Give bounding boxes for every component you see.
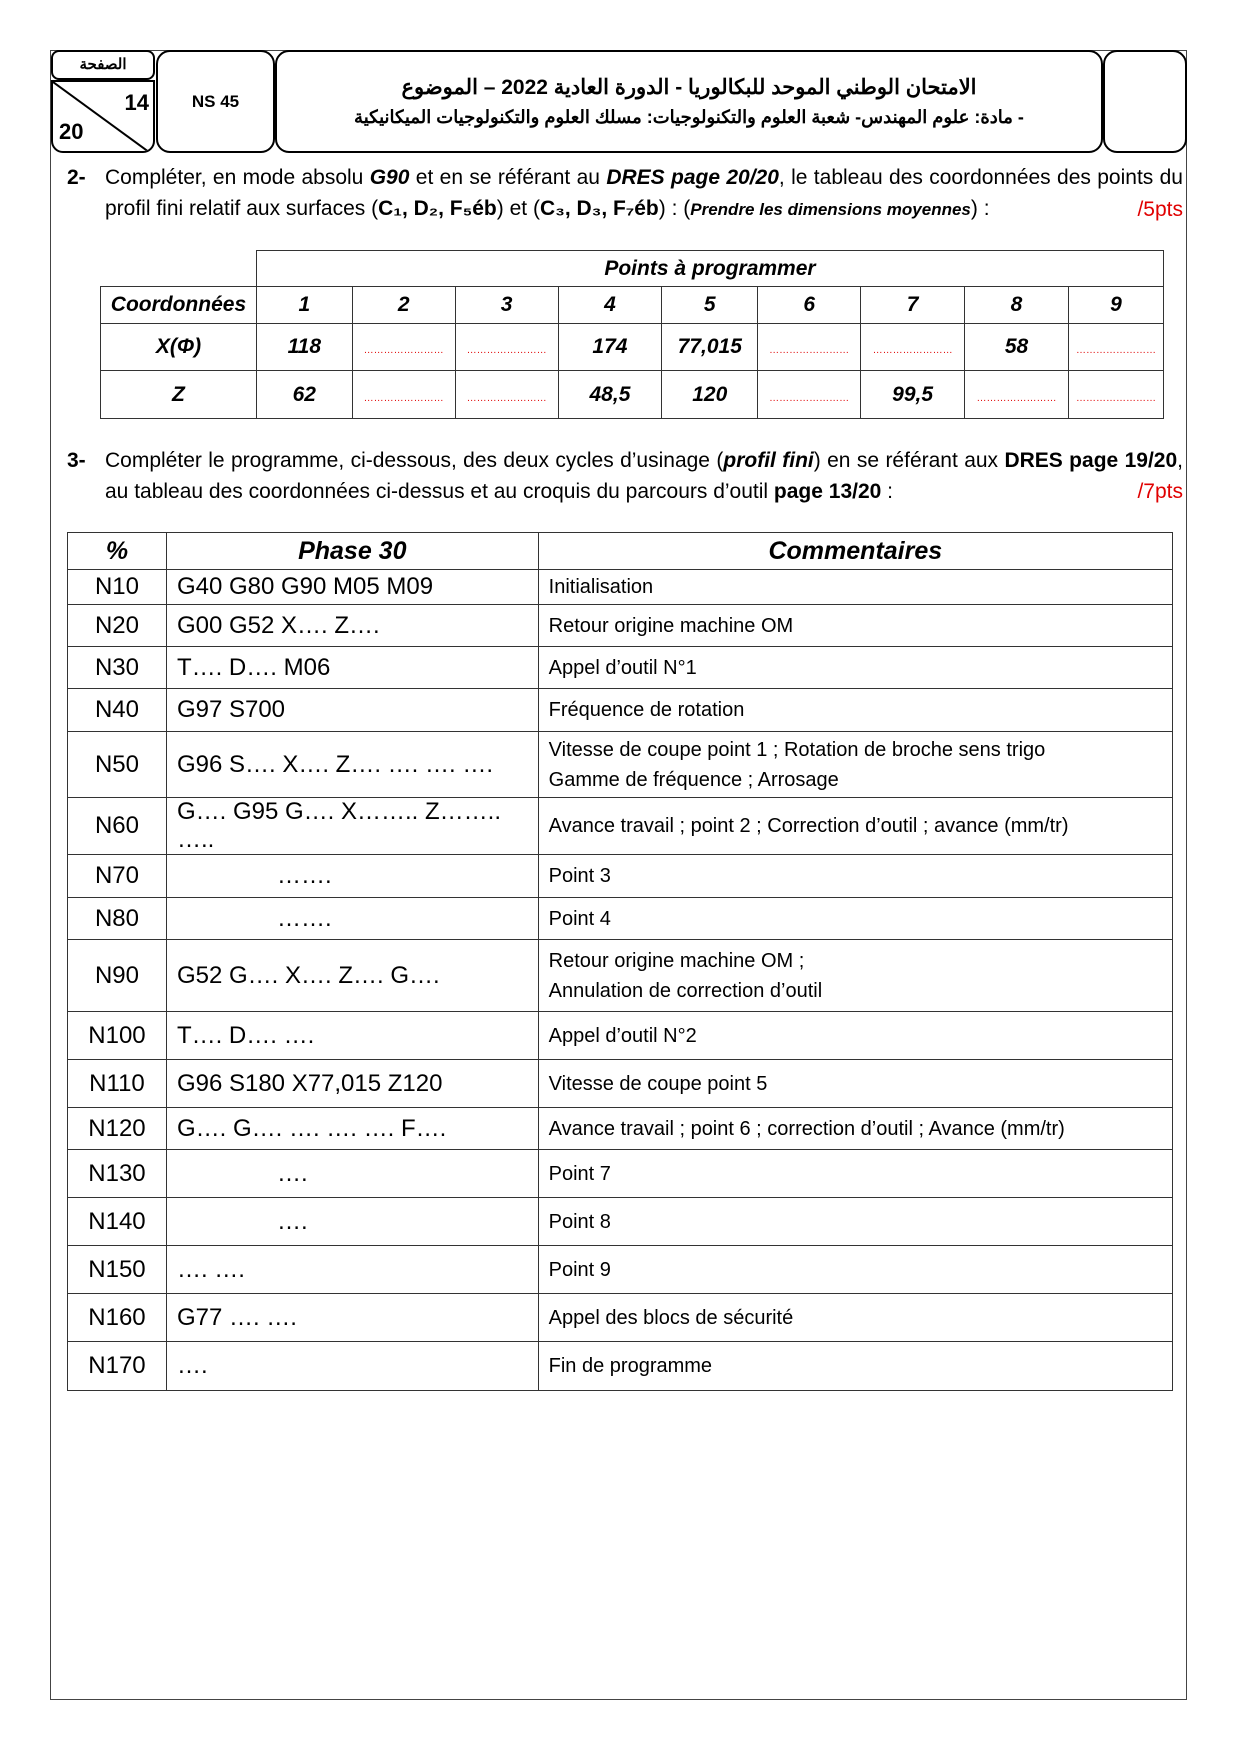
blank-dots: …………………… (363, 345, 444, 356)
q3-text: ) en se référant aux (813, 449, 1005, 472)
block-comment: Fréquence de rotation (538, 689, 1172, 732)
coord-blank-field[interactable] (758, 324, 861, 371)
block-comment: Appel d’outil N°1 (538, 647, 1172, 689)
program-row (68, 1342, 1173, 1391)
block-code[interactable]: …. (166, 1342, 538, 1391)
coordinates-table (100, 250, 1164, 419)
q2-text: ) : (970, 197, 990, 220)
program-row (68, 732, 1173, 798)
coord-label: Z (101, 371, 257, 419)
block-comment: Point 7 (538, 1150, 1172, 1198)
block-number: N120 (68, 1108, 167, 1150)
block-number: N90 (68, 940, 167, 1012)
program-row (68, 1198, 1173, 1246)
program-row (68, 605, 1173, 647)
blank-dots: …………………… (769, 392, 850, 404)
q3-text: , au tableau des coordonnées ci-dessus et au croquis du parcours d’outil (105, 449, 1183, 503)
block-comment: Point 8 (538, 1198, 1172, 1246)
coord-blank-field[interactable] (1068, 371, 1163, 419)
coord-label: X(Φ) (101, 324, 257, 371)
block-code[interactable]: G96 S180 X77,015 Z120 (166, 1060, 538, 1108)
q2-note: Prendre les dimensions moyennes (690, 200, 971, 219)
block-number: N160 (68, 1294, 167, 1342)
block-number: N10 (68, 570, 167, 605)
header-comments: Commentaires (538, 533, 1172, 570)
exam-code-box (156, 50, 275, 153)
program-row (68, 1108, 1173, 1150)
block-number: N60 (68, 798, 167, 855)
coord-blank-field[interactable] (861, 324, 965, 371)
block-code[interactable]: G00 G52 X…. Z…. (166, 605, 538, 647)
program-row (68, 570, 1173, 605)
block-comment: Point 4 (538, 898, 1172, 940)
block-code[interactable]: G77 …. …. (166, 1294, 538, 1342)
block-comment: Initialisation (538, 570, 1172, 605)
program-row (68, 1060, 1173, 1108)
q2-text: , le tableau des coordonnées des points du profil fini relatif aux surfaces ( (105, 166, 1183, 220)
q2-surfaces: C₁, D₂, F₅éb (378, 197, 497, 220)
block-number: N100 (68, 1012, 167, 1060)
coord-value: 118 (256, 324, 352, 371)
point-header: 8 (965, 287, 1069, 324)
program-row (68, 855, 1173, 898)
program-row (68, 1012, 1173, 1060)
block-number: N40 (68, 689, 167, 732)
program-table (67, 532, 1173, 1391)
coord-blank-field[interactable] (352, 371, 455, 419)
program-row (68, 647, 1173, 689)
exam-code: NS 45 (191, 91, 240, 111)
blank-dots: …………………… (1075, 345, 1156, 356)
page-total: 20 (59, 119, 84, 144)
coord-blank-field[interactable] (455, 371, 558, 419)
block-code[interactable]: G40 G80 G90 M05 M09 (166, 570, 538, 605)
coord-value: 99,5 (861, 371, 965, 419)
q2-surfaces: C₃, D₃, F₇éb (539, 197, 659, 220)
block-comment: Avance travail ; point 6 ; correction d’outil ; Avance (mm/tr) (538, 1108, 1172, 1150)
coord-value: 48,5 (558, 371, 662, 419)
question-3 (67, 445, 1183, 507)
row-header: Coordonnées (101, 287, 257, 324)
block-comment: Retour origine machine OM ; Annulation de correction d’outil (538, 940, 1172, 1012)
q2-text: ) et ( (496, 197, 540, 220)
program-row (68, 898, 1173, 940)
q2-g90: G90 (369, 166, 410, 189)
block-code[interactable]: T…. D…. …. (166, 1012, 538, 1060)
group-header: Points à programmer (256, 251, 1163, 287)
block-code[interactable]: …. …. (166, 1246, 538, 1294)
block-code[interactable]: ……. (166, 855, 538, 898)
coord-value: 174 (558, 324, 662, 371)
program-row (68, 1294, 1173, 1342)
page-current: 14 (124, 90, 149, 115)
block-number: N130 (68, 1150, 167, 1198)
header-percent: % (68, 533, 167, 570)
block-number: N110 (68, 1060, 167, 1108)
point-header: 9 (1068, 287, 1163, 324)
program-row (68, 689, 1173, 732)
program-row (68, 798, 1173, 855)
point-header: 1 (256, 287, 352, 324)
blank-dots: …………………… (363, 392, 444, 404)
question-number: 3- (67, 449, 86, 472)
block-code[interactable]: G97 S700 (166, 689, 538, 732)
program-row (68, 940, 1173, 1012)
coord-value: 120 (662, 371, 758, 419)
point-header: 7 (861, 287, 965, 324)
program-row (68, 1246, 1173, 1294)
block-comment: Fin de programme (538, 1342, 1172, 1391)
block-code[interactable]: ……. (166, 898, 538, 940)
block-number: N170 (68, 1342, 167, 1391)
title-line1: الامتحان الوطني الموحد للبكالوريا - الدورة العادية 2022 – الموضوع (401, 75, 977, 99)
coord-blank-field[interactable] (758, 371, 861, 419)
block-code[interactable]: G…. G95 G…. X…….. Z…….. ….. (166, 798, 538, 855)
block-number: N150 (68, 1246, 167, 1294)
block-code[interactable]: G96 S…. X…. Z…. …. …. …. (166, 732, 538, 798)
block-code[interactable]: …. (166, 1198, 538, 1246)
block-comment: Point 9 (538, 1246, 1172, 1294)
blank-dots: …………………… (466, 345, 547, 356)
block-code[interactable]: T…. D…. M06 (166, 647, 538, 689)
block-comment: Avance travail ; point 2 ; Correction d’outil ; avance (mm/tr) (538, 798, 1172, 855)
q3-text: Compléter le programme, ci-dessous, des deux cycles d’usinage ( (105, 449, 724, 472)
block-comment: Appel d’outil N°2 (538, 1012, 1172, 1060)
q2-text: et en se référant au (409, 166, 607, 189)
blank-box (1103, 50, 1187, 153)
coord-value: 77,015 (662, 324, 758, 371)
block-number: N70 (68, 855, 167, 898)
blank-dots: …………………… (976, 392, 1057, 404)
block-number: N140 (68, 1198, 167, 1246)
coord-blank-field[interactable] (352, 324, 455, 371)
header-phase: Phase 30 (166, 533, 538, 570)
blank-dots: …………………… (466, 392, 547, 404)
q2-text: ) : ( (658, 197, 691, 220)
block-code[interactable]: G52 G…. X…. Z…. G…. (166, 940, 538, 1012)
q3-page-ref: page 13/20 (773, 480, 882, 503)
q3-points: /7pts (1137, 480, 1183, 503)
point-header: 6 (758, 287, 861, 324)
point-header: 5 (662, 287, 758, 324)
block-number: N30 (68, 647, 167, 689)
block-code[interactable]: …. (166, 1150, 538, 1198)
q2-points: /5pts (1137, 198, 1183, 221)
point-header: 4 (558, 287, 662, 324)
title-line2: - مادة: علوم المهندس- شعبة العلوم والتكنولوجيات: مسلك العلوم والتكنولوجيات الميكانيكية (354, 106, 1024, 127)
block-number: N50 (68, 732, 167, 798)
coord-value: 62 (256, 371, 352, 419)
block-comment: Retour origine machine OM (538, 605, 1172, 647)
blank-dots: …………………… (769, 345, 850, 356)
block-number: N20 (68, 605, 167, 647)
point-header: 2 (352, 287, 455, 324)
coord-value: 58 (965, 324, 1069, 371)
q2-dres-ref: DRES page 20/20 (606, 166, 779, 189)
blank-dots: …………………… (1075, 392, 1156, 404)
program-row (68, 1150, 1173, 1198)
block-number: N80 (68, 898, 167, 940)
point-header: 3 (455, 287, 558, 324)
block-comment: Point 3 (538, 855, 1172, 898)
q3-dres-ref: DRES page 19/20 (1004, 449, 1178, 472)
coord-blank-field[interactable] (455, 324, 558, 371)
question-2 (67, 162, 1183, 225)
coord-blank-field[interactable] (1068, 324, 1163, 371)
block-comment: Vitesse de coupe point 5 (538, 1060, 1172, 1108)
q3-profil: profil fini (723, 449, 814, 472)
page-label: الصفحة (79, 56, 127, 73)
blank-dots: …………………… (872, 345, 953, 356)
q3-text: : (881, 480, 893, 503)
block-comment: Vitesse de coupe point 1 ; Rotation de broche sens trigo Gamme de fréquence ; Arrosage (538, 732, 1172, 798)
exam-title-box (275, 50, 1103, 153)
block-code[interactable]: G…. G…. …. …. …. F…. (166, 1108, 538, 1150)
block-comment: Appel des blocs de sécurité (538, 1294, 1172, 1342)
question-number: 2- (67, 166, 86, 189)
coord-blank-field[interactable] (965, 371, 1069, 419)
q2-text: Compléter, en mode absolu (105, 166, 370, 189)
